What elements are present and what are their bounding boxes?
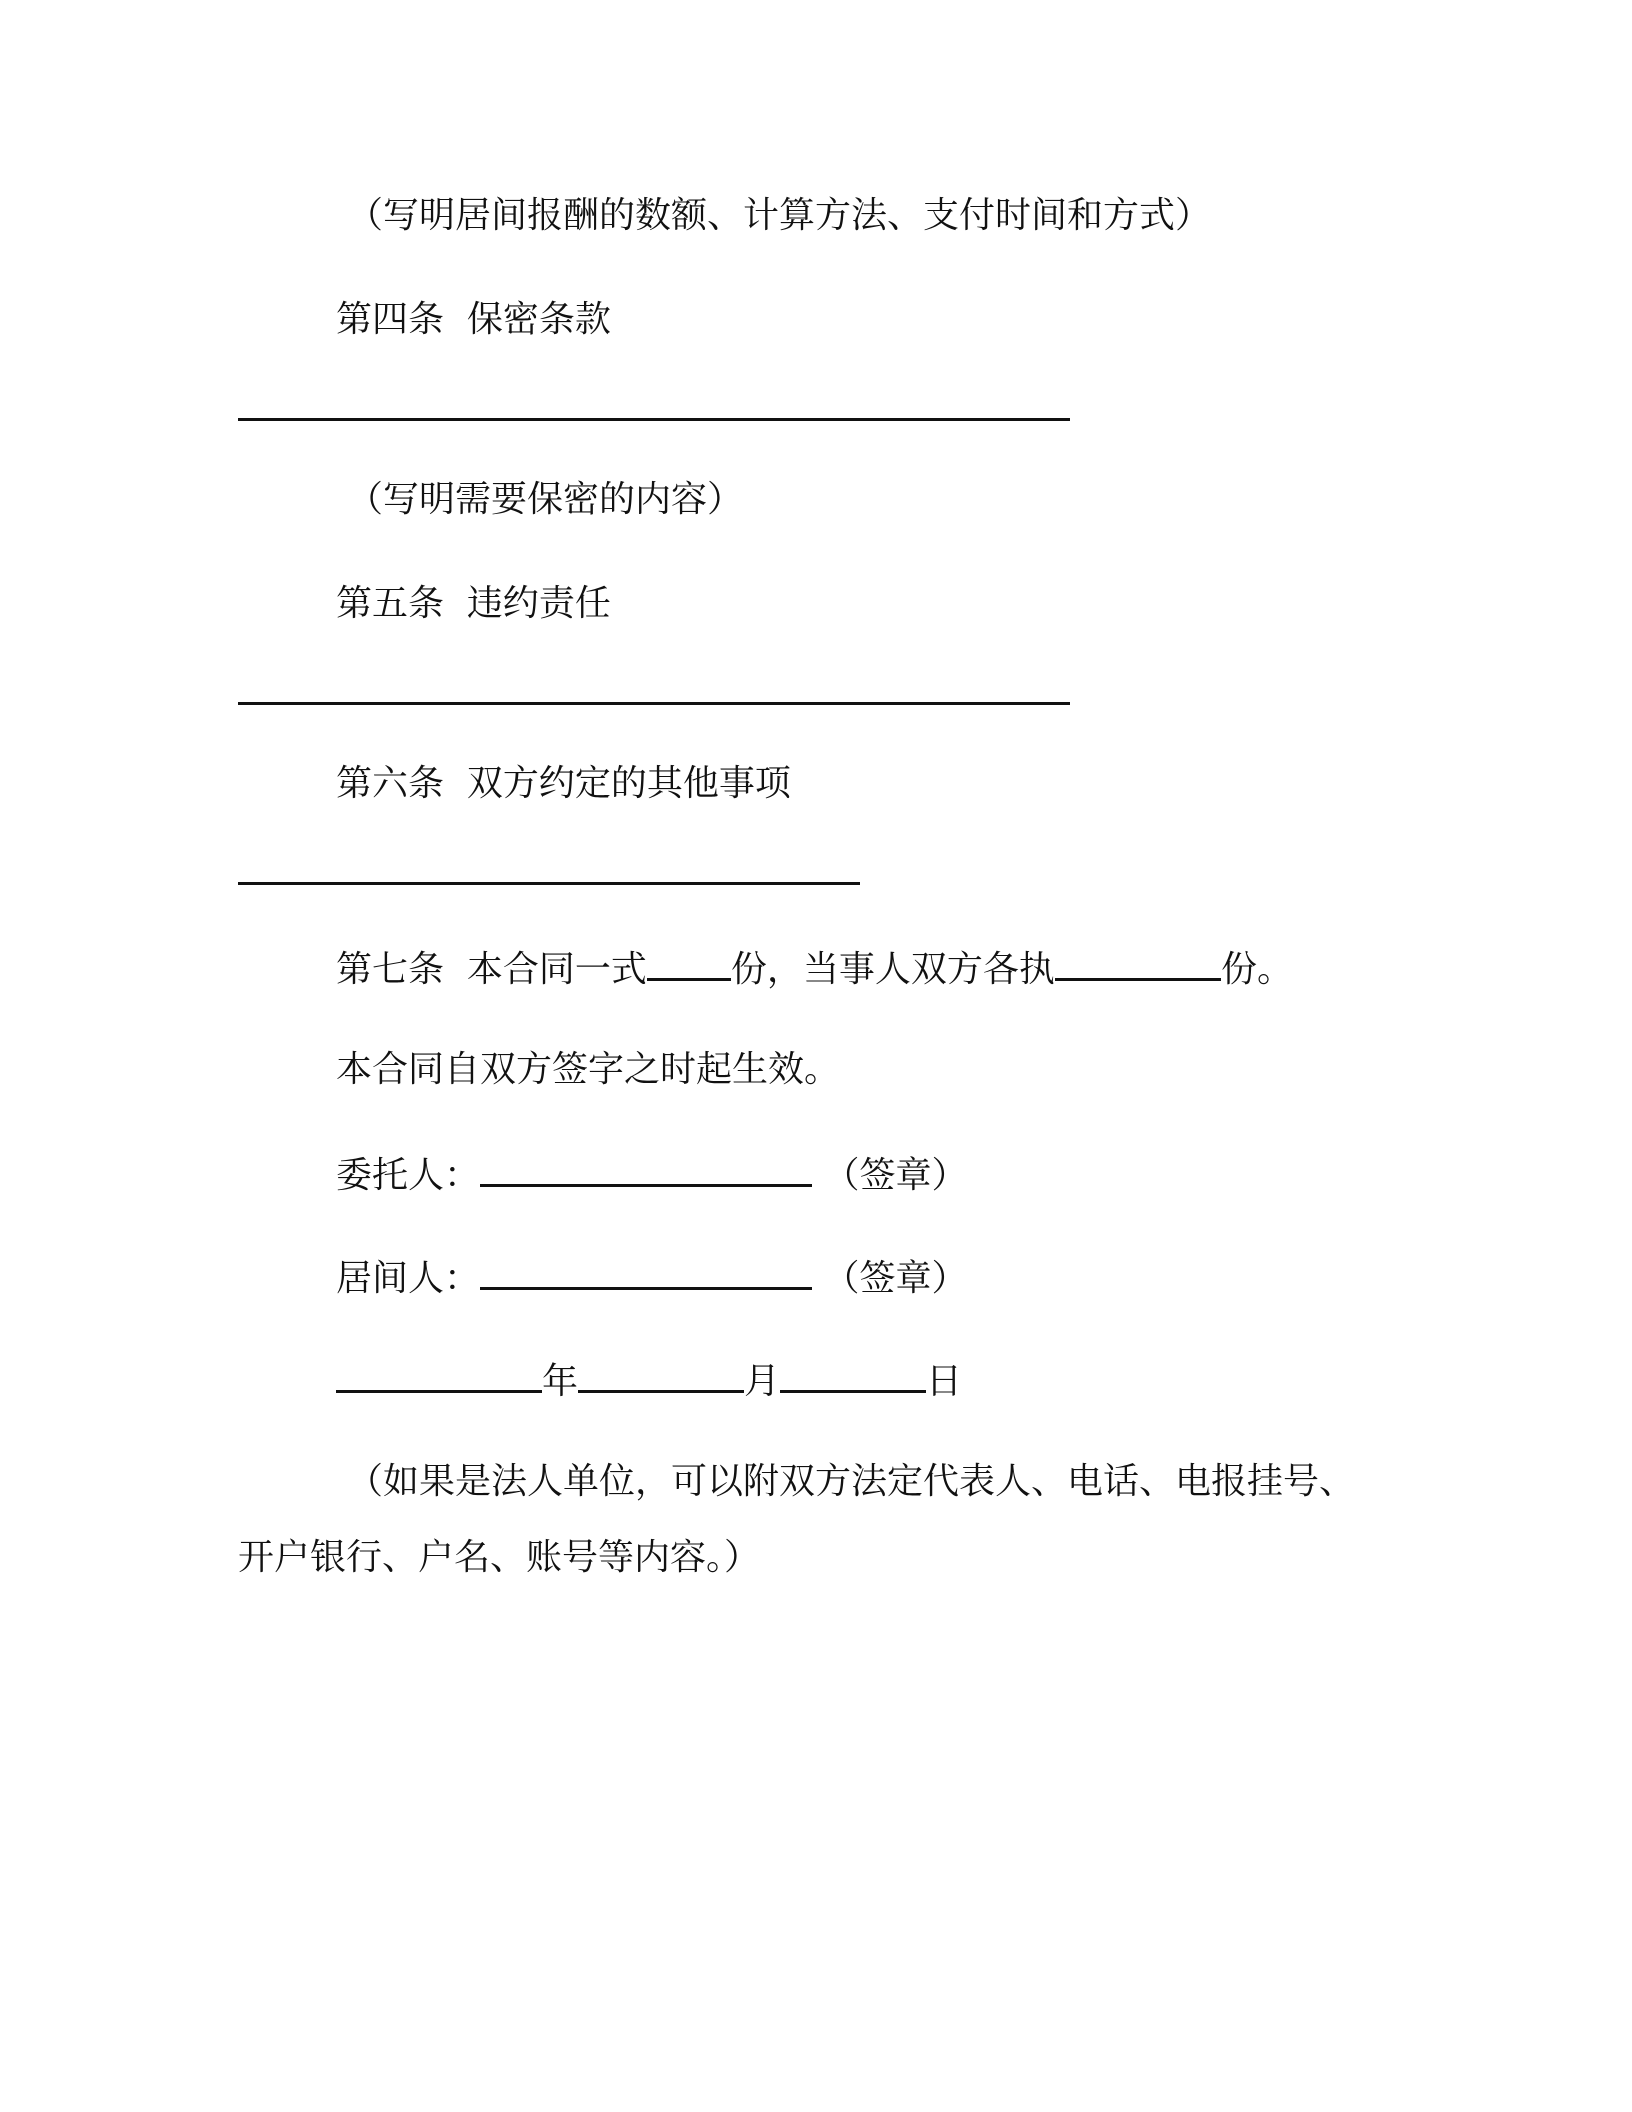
copies-total-blank[interactable] xyxy=(647,944,731,981)
article-4-heading xyxy=(336,298,611,342)
intermediary-label: 居间人： xyxy=(336,1258,481,1299)
legal-note-line-2: 开户银行、户名、账号等内容。） xyxy=(238,1537,761,1578)
legal-note-line-1: （如果是法人单位，可以附双方法定代表人、电话、电报挂号、 xyxy=(347,1461,1356,1502)
article-7-text-after: 份。 xyxy=(1220,949,1293,990)
year-blank[interactable] xyxy=(336,1356,542,1393)
article-5-title: 违约责任 xyxy=(466,583,611,624)
article-4-fill-line[interactable] xyxy=(238,418,1070,421)
note-confidential: （写明需要保密的内容） xyxy=(347,479,744,520)
note-compensation: （写明居间报酬的数额、计算方法、支付时间和方式） xyxy=(347,195,1212,236)
article-6-title: 双方约定的其他事项 xyxy=(466,763,791,804)
article-5-label: 第五条 xyxy=(336,583,445,624)
principal-signature-line xyxy=(336,1150,967,1198)
date-line xyxy=(336,1356,962,1404)
article-7-text-before: 本合同一式 xyxy=(466,949,647,990)
article-5-fill-line[interactable] xyxy=(238,702,1070,705)
day-label: 日 xyxy=(926,1361,963,1402)
article-7-label: 第七条 xyxy=(336,949,445,990)
article-4-label: 第四条 xyxy=(336,299,445,340)
intermediary-signature-line xyxy=(336,1253,967,1301)
article-7-line xyxy=(336,944,1293,992)
effective-clause: 本合同自双方签字之时起生效。 xyxy=(336,1049,841,1090)
month-blank[interactable] xyxy=(578,1356,744,1393)
day-blank[interactable] xyxy=(780,1356,926,1393)
principal-signature-blank[interactable] xyxy=(480,1150,812,1187)
article-6-heading xyxy=(336,762,791,806)
principal-seal: （签章） xyxy=(823,1155,968,1196)
intermediary-seal: （签章） xyxy=(823,1258,968,1299)
article-6-fill-line[interactable] xyxy=(238,882,860,885)
principal-label: 委托人： xyxy=(336,1155,481,1196)
article-6-label: 第六条 xyxy=(336,763,445,804)
copies-each-blank[interactable] xyxy=(1055,944,1221,981)
article-4-title: 保密条款 xyxy=(466,299,611,340)
article-7-text-middle: 份，当事人双方各执 xyxy=(730,949,1055,990)
article-5-heading xyxy=(336,582,611,626)
month-label: 月 xyxy=(744,1361,781,1402)
intermediary-signature-blank[interactable] xyxy=(480,1253,812,1290)
year-label: 年 xyxy=(542,1361,579,1402)
